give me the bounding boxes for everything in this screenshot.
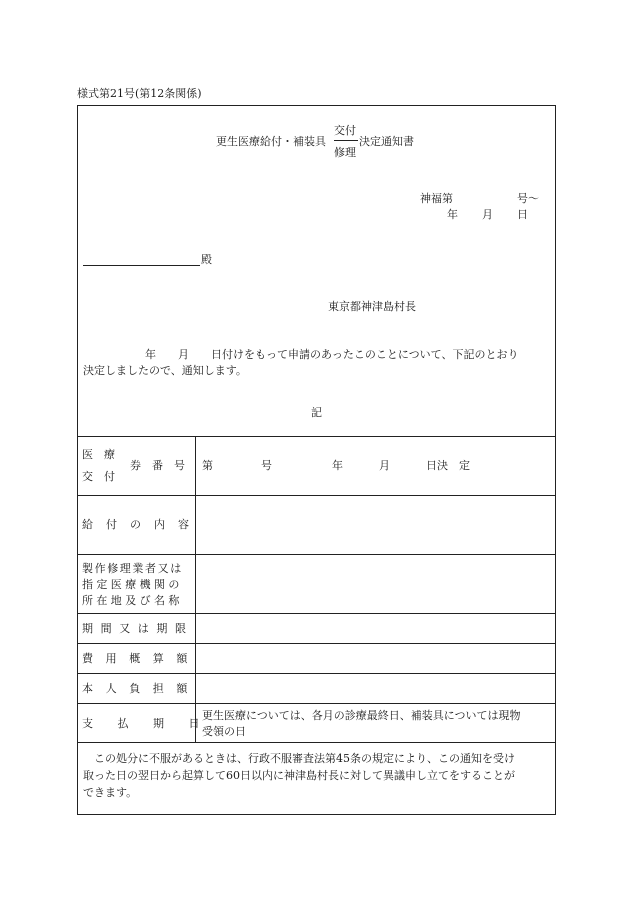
- row1-value-year: 年: [332, 459, 343, 472]
- date-day: 日: [517, 208, 528, 221]
- row1-value-day-decision: 日決 定: [426, 459, 470, 472]
- date-month: 月: [482, 208, 493, 221]
- row1-label-bottom-left: 交 付: [82, 470, 115, 483]
- row1-label-top-left: 医 療: [82, 448, 115, 461]
- row6-label: 本人負担額: [82, 682, 200, 695]
- row7-label: 支払期日: [82, 717, 224, 730]
- title-lower: 修理: [334, 146, 356, 159]
- recipient-name-line: [83, 265, 200, 266]
- title-fraction-bar: [334, 140, 358, 141]
- doc-number-prefix: 神福第: [420, 192, 453, 205]
- row-divider-6: [78, 703, 555, 704]
- table-top-border: [78, 436, 555, 437]
- table-bottom-border: [78, 742, 555, 743]
- row1-label-right: 券 番 号: [130, 459, 185, 472]
- row-divider-2: [78, 554, 555, 555]
- row1-value-dai: 第: [202, 459, 213, 472]
- row3-label-line3: 所在地及び名称: [82, 594, 183, 607]
- row3-label-line2: 指定医療機関の: [82, 578, 183, 591]
- row1-value-go: 号: [261, 459, 272, 472]
- title-prefix: 更生医療給付・補装具: [216, 135, 326, 148]
- doc-number-suffix: 号〜: [517, 192, 539, 205]
- row-divider-4: [78, 643, 555, 644]
- intro-line-2: 決定しましたので、通知します。: [83, 364, 247, 377]
- row-divider-3: [78, 613, 555, 614]
- row-divider-5: [78, 673, 555, 674]
- notice-form: [77, 105, 556, 815]
- issuer: 東京都神津島村長: [328, 300, 416, 313]
- title-suffix: 決定通知書: [359, 135, 414, 148]
- ki-label: 記: [311, 406, 322, 419]
- row1-value-month: 月: [379, 459, 390, 472]
- label-column-divider: [195, 436, 196, 742]
- row3-label-line1: 製作修理業者又は: [82, 562, 183, 575]
- footer-line-1: この処分に不服があるときは、行政不服審査法第45条の規定により、この通知を受け: [94, 752, 515, 765]
- footer-line-3: できます。: [83, 786, 138, 799]
- row7-value-line2: 受領の日: [202, 725, 246, 738]
- recipient-suffix: 殿: [201, 253, 212, 266]
- row5-label: 費用概算額: [82, 652, 200, 665]
- footer-line-2: 取った日の翌日から起算して60日以内に神津島村長に対して異議申し立てをすることが: [83, 769, 515, 782]
- date-year: 年: [447, 208, 458, 221]
- row4-label: 期間又は期限: [82, 622, 194, 635]
- row-divider-1: [78, 495, 555, 496]
- form-number: 様式第21号(第12条関係): [77, 87, 202, 100]
- row2-label: 給付の内容: [82, 518, 202, 531]
- row7-value-line1: 更生医療については、各月の診療最終日、補装具については現物: [202, 709, 521, 722]
- title-upper: 交付: [334, 124, 356, 137]
- intro-line-1: 年 月 日付けをもって申請のあったこのことについて、下記のとおり: [145, 348, 519, 361]
